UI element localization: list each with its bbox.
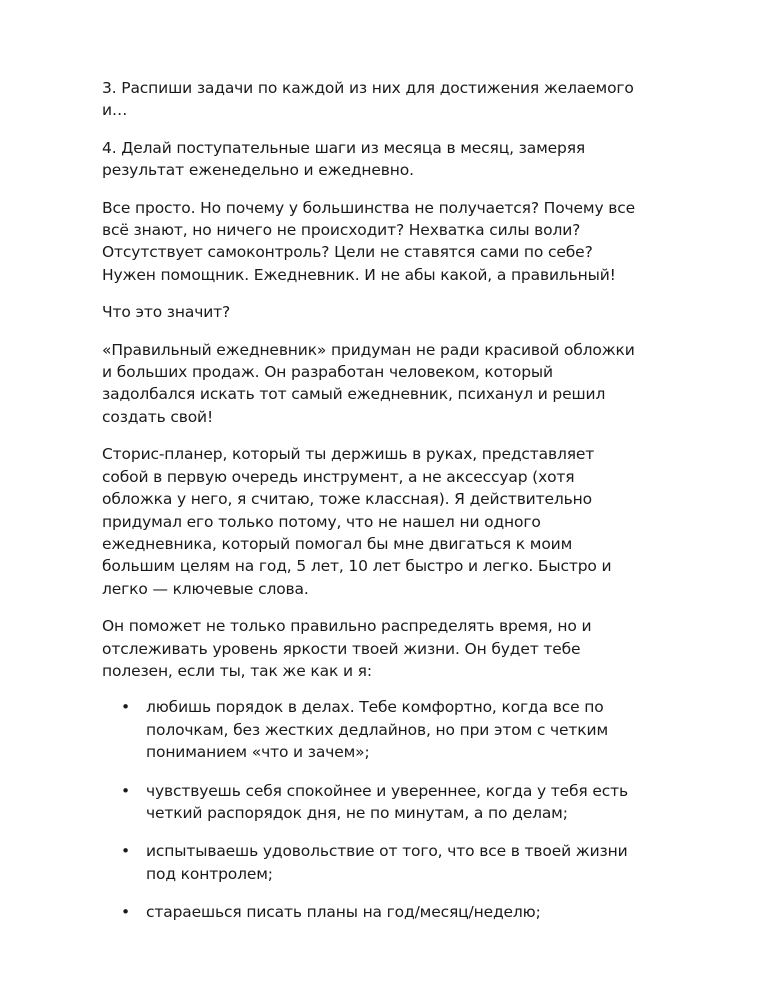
paragraph-question: Что это значит? — [102, 303, 231, 322]
paragraph-step-3: 3. Распиши задачи по каждой из них для достижения желаемого и… — [102, 79, 634, 120]
list-item-text: чувствуешь себя спокойнее и увереннее, когда у тебя есть четкий распорядок дня, не по минутам, а по делам; — [146, 781, 629, 822]
paragraph-right-planner: «Правильный ежедневник» придуман не ради красивой обложки и больших продаж. Он разработан человеком, который задолбался искать тот самый ежедневник, психанул и решил создать свой! — [102, 340, 635, 426]
list-item — [102, 780, 642, 825]
bullet-icon: • — [121, 698, 130, 717]
bullet-icon: • — [121, 842, 130, 861]
paragraph-stories-planner: Сторис-планер, который ты держишь в руках, представляет собой в первую очередь инструмент, а не аксессуар (хотя обложка у него, я считаю, тоже классная). Я действительно придумал его только потому, что не нашел ни одного ежедневника, который помогал бы мне двигаться к моим большим целям на год, 5 лет, 10 лет быстро и легко. Быстро и легко — ключевые слова. — [102, 445, 612, 598]
list-item — [102, 901, 642, 923]
bullet-icon: • — [121, 903, 130, 922]
list-item — [102, 840, 642, 885]
paragraph-helps: Он поможет не только правильно распределять время, но и отслеживать уровень яркости твоей жизни. Он будет тебе полезен, если ты, так же как и я: — [102, 617, 592, 680]
paragraph-why-fails: Все просто. Но почему у большинства не получается? Почему все всё знают, но ничего не происходит? Нехватка силы воли? Отсутствует самоконтроль? Цели не ставятся сами по себе? Нужен помощник. Ежедневник. И не абы какой, а правильный! — [102, 198, 636, 284]
paragraph-step-4: 4. Делай поступательные шаги из месяца в месяц, замеряя результат еженедельно и ежедневно. — [102, 138, 586, 180]
list-item-text: стараешься писать планы на год/месяц/неделю; — [146, 903, 541, 922]
bullet-icon: • — [121, 781, 130, 800]
list-item — [102, 696, 642, 763]
document-page — [102, 77, 642, 940]
bullet-list — [102, 696, 642, 923]
list-item-text: испытываешь удовольствие от того, что все в твоей жизни под контролем; — [146, 842, 628, 883]
list-item-text: любишь порядок в делах. Тебе комфортно, когда все по полочкам, без жестких дедлайнов, но при этом с четким пониманием «что и зачем»; — [146, 698, 608, 762]
